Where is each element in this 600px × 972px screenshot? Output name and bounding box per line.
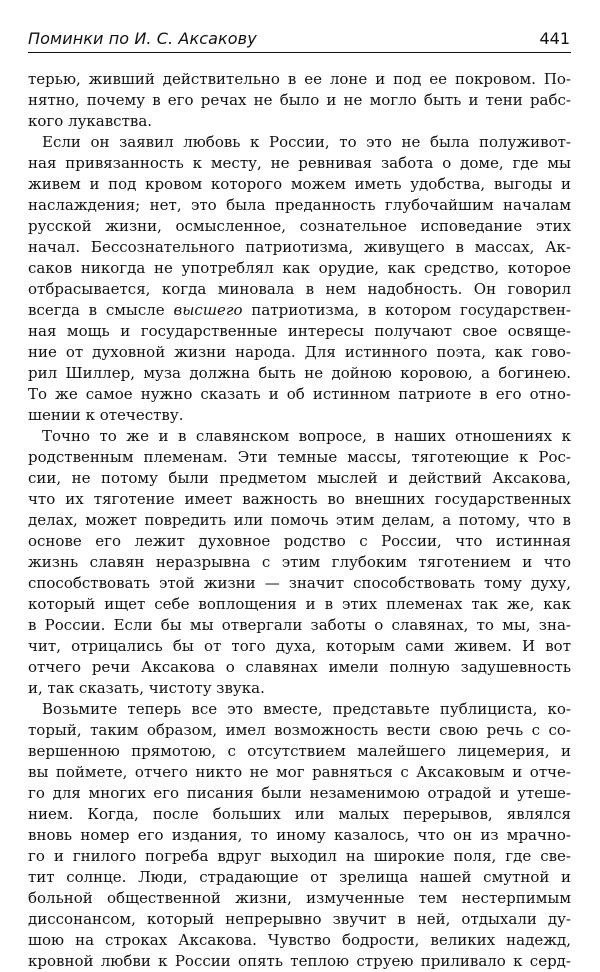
text-line: и, так сказать, чистоту звука. (28, 679, 265, 697)
page-number: 441 (539, 29, 570, 48)
text-line: вновь номер его издания, то иному казалось, что он из мрачно- (28, 826, 571, 844)
text-line: который ищет себе воплощения и в этих племенах так же, как (28, 595, 571, 613)
text-line: больной общественной жизни, измученные тем нестерпимым (28, 889, 571, 907)
text-line: родственным племенам. Эти темные массы, тяготеющие к Рос- (28, 448, 571, 466)
paragraph-3 (28, 426, 571, 699)
text-line: вы поймете, отчего никто не мог равняться с Аксаковым и отче- (28, 763, 571, 781)
text-line: нятно, почему в его речах не было и не могло быть и тени рабс- (28, 91, 571, 109)
text-line: наслаждения; нет, это была преданность глубочайшим началам (28, 196, 571, 214)
text-line: рил Шиллер, муза должна быть не дойною коровою, а богинею. (28, 364, 571, 382)
text-line: шении к отечеству. (28, 406, 184, 424)
text-line: жизнь славян неразрывна с этим глубоким тяготением и что (28, 553, 571, 571)
text-line: го и гнилого погреба вдруг выходил на широкие поля, где све- (28, 847, 571, 865)
text-line: нием. Когда, после больших или малых перерывов, являлся (28, 805, 571, 823)
text-line: Возьмите теперь все это вместе, представьте публициста, ко- (42, 700, 571, 718)
paragraph-4 (28, 699, 571, 972)
text-line: ние от духовной жизни народа. Для истинного поэта, как гово- (28, 343, 571, 361)
text-line: То же самое нужно сказать и об истинном патриоте в его отно- (28, 385, 571, 403)
text-line: живем и под кровом которого можем иметь удобства, выгоды и (28, 175, 571, 193)
text-line: всегда в смысле высшего патриотизма, в котором государствен- (28, 301, 571, 319)
text-line: сии, не потому были предметом мыслей и действий Аксакова, (28, 469, 571, 487)
text-line: что их тяготение имеет важность во внешних государственных (28, 490, 571, 508)
body-text (28, 69, 571, 972)
text-line: русской жизни, осмысленное, сознательное исповедание этих (28, 217, 571, 235)
text-line: вершенною прямотою, с отсутствием малейшего лицемерия, и (28, 742, 571, 760)
paragraph-1 (28, 69, 571, 132)
running-header (28, 28, 571, 53)
text-line: чит, отрицались бы от того духа, которым сами живем. И вот (28, 637, 571, 655)
text-line: начал. Бессознательного патриотизма, живущего в массах, Ак- (28, 238, 571, 256)
text-line: терью, живший действительно в ее лоне и под ее покровом. По- (28, 70, 571, 88)
text-line: отчего речи Аксакова о славянах имели полную задушевность (28, 658, 571, 676)
text-line: саков никогда не употреблял как орудие, как средство, которое (28, 259, 571, 277)
text-line: шою на строках Аксакова. Чувство бодрости, великих надежд, (28, 931, 571, 949)
text-line: Точно то же и в славянском вопросе, в наших отношениях к (42, 427, 571, 445)
text-line: диссонансом, который непрерывно звучит в ней, отдыхали ду- (28, 910, 571, 928)
running-title: Поминки по И. С. Аксакову (28, 29, 257, 48)
text-line: кровной любви к России опять теплою струею приливало к серд- (28, 952, 571, 970)
text-line: ная мощь и государственные интересы получают свое освяще- (28, 322, 571, 340)
text-line: ная привязанность к месту, не ревнивая забота о доме, где мы (28, 154, 571, 172)
text-line: способствовать этой жизни — значит способствовать тому духу, (28, 574, 571, 592)
emphasized-word: высшего (173, 301, 243, 319)
paragraph-2 (28, 132, 571, 426)
text-line: основе его лежит духовное родство с России, что истинная (28, 532, 571, 550)
text-line: в России. Если бы мы отвергали заботы о славянах, то мы, зна- (28, 616, 571, 634)
text-line: торый, таким образом, имел возможность вести свою речь с со- (28, 721, 571, 739)
text-line: делах, может повредить или помочь этим делам, а потому, что в (28, 511, 571, 529)
text-line: тит солнце. Люди, страдающие от зрелища нашей смутной и (28, 868, 571, 886)
text-line: го для многих его писания были незаменимою отрадой и утеше- (28, 784, 571, 802)
text-line: Если он заявил любовь к России, то это не была полуживот- (42, 133, 571, 151)
text-line: кого лукавства. (28, 112, 153, 130)
text-line: отбрасывается, когда миновала в нем надобность. Он говорил (28, 280, 571, 298)
